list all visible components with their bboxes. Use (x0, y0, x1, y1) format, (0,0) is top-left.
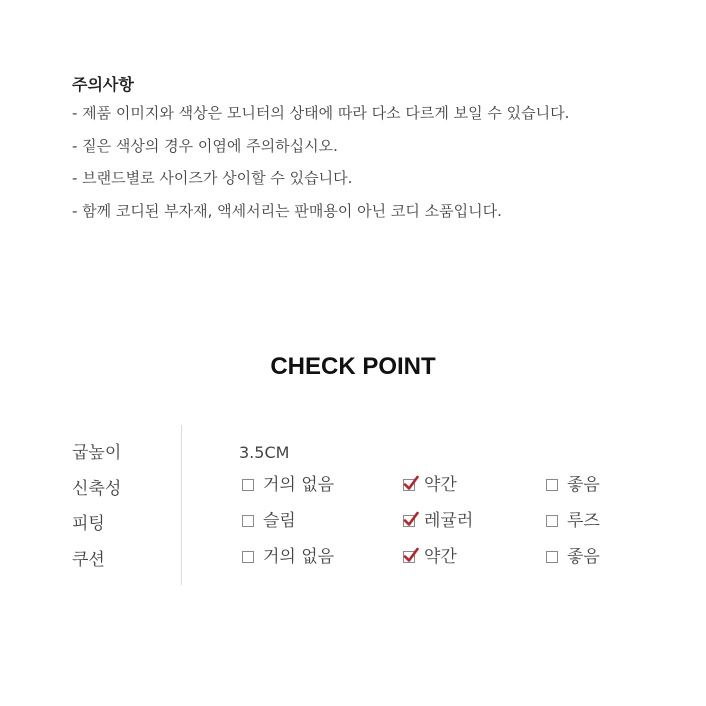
cushion-option-none[interactable] (242, 546, 334, 568)
option-label: 좋음 (567, 475, 600, 495)
heel-height-value: 3.5CM (239, 443, 290, 462)
notice-line: - 브랜드별로 사이즈가 상이할 수 있습니다. (72, 169, 353, 187)
stretch-option-slight[interactable] (403, 474, 457, 496)
checkbox[interactable] (242, 551, 254, 563)
checkbox[interactable] (242, 479, 254, 491)
option-label: 거의 없음 (263, 475, 335, 495)
notice-line: - 함께 코디된 부자재, 액세서리는 판매용이 아닌 코디 소품입니다. (72, 201, 502, 220)
stretch-label: 신축성 (72, 479, 122, 499)
cushion-option-good[interactable] (546, 546, 600, 568)
notice-line: - 제품 이미지와 색상은 모니터의 상태에 따라 다소 다르게 보일 수 있습니다. (72, 104, 570, 122)
fitting-option-regular[interactable] (403, 510, 473, 532)
cushion-option-slight[interactable] (403, 546, 457, 568)
fitting-option-slim[interactable] (242, 510, 296, 532)
stretch-option-good[interactable] (546, 474, 600, 496)
check-point-title: CHECK POINT (270, 353, 436, 380)
fitting-label: 피팅 (72, 514, 105, 534)
fitting-option-loose[interactable] (546, 510, 600, 532)
checkbox[interactable] (403, 551, 415, 563)
option-label: 레귤러 (424, 511, 474, 531)
notice-title: 주의사항 (72, 75, 134, 94)
option-label: 루즈 (567, 511, 600, 531)
notice-line: - 짙은 색상의 경우 이염에 주의하십시오. (72, 136, 338, 155)
checkbox[interactable] (403, 515, 415, 527)
checkbox[interactable] (546, 515, 558, 527)
heel-height-label: 굽높이 (72, 443, 122, 463)
stretch-option-none[interactable] (242, 474, 334, 496)
check-mark-icon (403, 511, 419, 527)
option-label: 슬림 (263, 511, 296, 531)
option-label: 좋음 (567, 547, 600, 567)
option-label: 거의 없음 (263, 547, 335, 567)
checkbox[interactable] (546, 479, 558, 491)
check-mark-icon (403, 547, 419, 563)
option-label: 약간 (424, 475, 457, 495)
option-label: 약간 (424, 547, 457, 567)
vertical-divider (181, 425, 182, 585)
notice-section (72, 74, 672, 233)
checkbox[interactable] (546, 551, 558, 563)
checkbox[interactable] (403, 479, 415, 491)
check-mark-icon (403, 475, 419, 491)
cushion-label: 쿠션 (72, 550, 105, 570)
checkbox[interactable] (242, 515, 254, 527)
